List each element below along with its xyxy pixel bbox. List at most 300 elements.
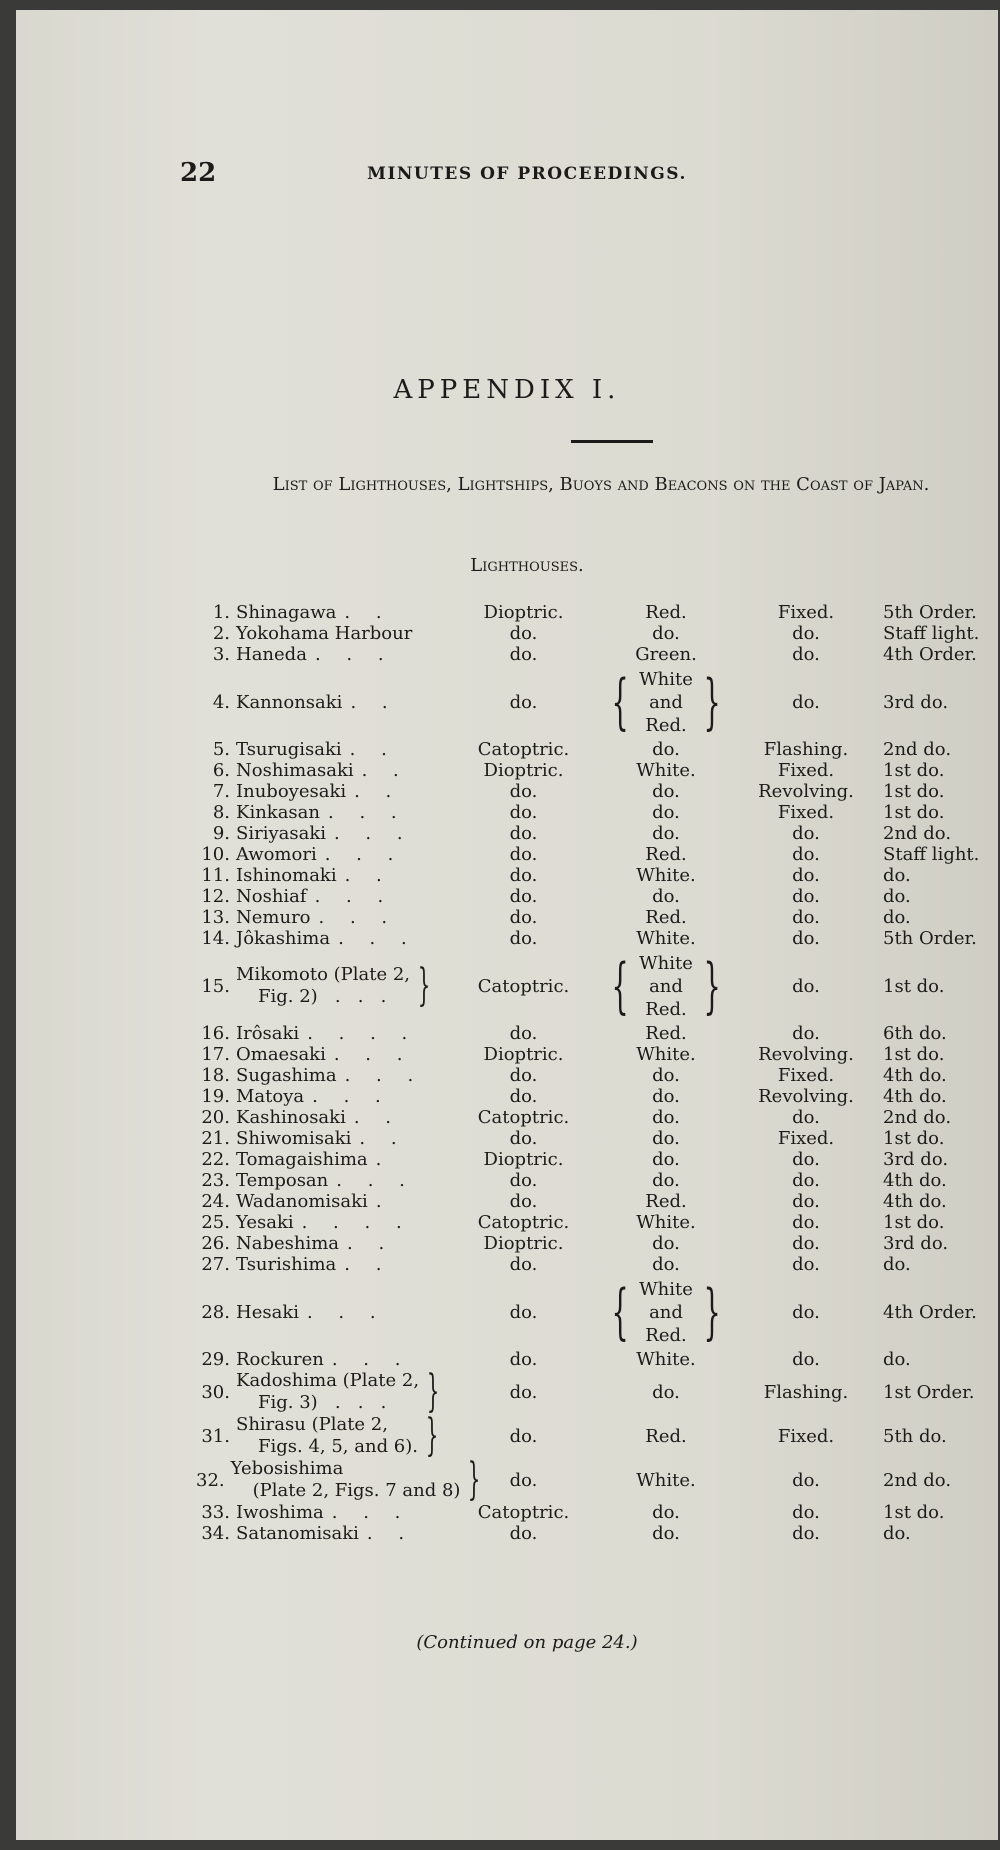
row-number: 26.	[201, 1233, 230, 1254]
row-number: 11.	[201, 865, 230, 886]
lighthouse-name: Inuboyesaki	[236, 781, 347, 802]
table-row	[196, 1523, 996, 1544]
lighthouse-name-cell	[196, 823, 456, 844]
character-cell: do.	[792, 1107, 820, 1128]
apparatus-cell: do.	[509, 1381, 538, 1403]
apparatus-cell: do.	[509, 907, 538, 928]
order-cell: 4th do.	[883, 1191, 947, 1212]
leader-dots: . . .	[331, 1502, 411, 1523]
leader-dots: .	[375, 1149, 392, 1170]
colour-cell	[591, 668, 741, 737]
apparatus-cell: do.	[509, 1023, 538, 1044]
row-number: 10.	[201, 844, 230, 865]
colour-value: Red.	[645, 1191, 687, 1212]
order-cell: 2nd do.	[883, 1469, 952, 1491]
apparatus-cell: do.	[509, 1065, 538, 1086]
lighthouse-name: Yesaki	[236, 1212, 294, 1233]
table-row	[196, 1191, 996, 1212]
table-row	[196, 1086, 996, 1107]
left-brace-icon: {	[611, 1277, 629, 1347]
order-cell: do.	[883, 1523, 911, 1544]
character-cell: do.	[792, 844, 820, 865]
apparatus-cell: do.	[509, 865, 538, 886]
character-cell: do.	[792, 823, 820, 844]
row-number: 32.	[196, 1469, 225, 1491]
table-row	[196, 1502, 996, 1523]
apparatus-cell: Dioptric.	[483, 1233, 564, 1254]
row-number: 14.	[201, 928, 230, 949]
colour-value: White.	[636, 928, 696, 949]
row-number: 25.	[201, 1212, 230, 1233]
lighthouse-name-cell	[196, 1149, 456, 1170]
colour-cell	[591, 1278, 741, 1347]
row-number: 8.	[212, 802, 230, 823]
colour-cell	[591, 1170, 741, 1191]
apparatus-cell: Dioptric.	[483, 760, 564, 781]
lighthouse-name-line: (Plate 2, Figs. 7 and 8)	[252, 1480, 461, 1501]
row-number: 1.	[212, 602, 230, 623]
lighthouse-name-cell	[196, 1191, 456, 1212]
leader-dots: . . .	[306, 1301, 386, 1323]
row-number: 22.	[201, 1149, 230, 1170]
table-row	[196, 1107, 996, 1128]
lighthouse-name	[231, 1458, 461, 1502]
order-cell: 1st do.	[883, 781, 945, 802]
colour-value: Red.	[645, 907, 687, 928]
lighthouse-name	[236, 964, 410, 1008]
character-cell: do.	[792, 1301, 820, 1323]
order-cell: do.	[883, 907, 911, 928]
table-row	[196, 1233, 996, 1254]
apparatus-cell: Catoptric.	[477, 1502, 570, 1523]
order-cell: 4th do.	[883, 1170, 947, 1191]
leader-dots: . .	[353, 1107, 401, 1128]
left-brace-icon: {	[611, 667, 629, 737]
row-number: 3.	[212, 644, 230, 665]
lighthouse-name-cell	[196, 1212, 456, 1233]
lighthouse-name-cell	[196, 960, 456, 1011]
colour-value: do.	[652, 1149, 680, 1170]
apparatus-cell: do.	[509, 644, 538, 665]
character-cell: do.	[792, 886, 820, 907]
row-number: 16.	[201, 1023, 230, 1044]
character-cell: do.	[792, 1502, 820, 1523]
lighthouse-name: Noshimasaki	[236, 760, 354, 781]
leader-dots: . .	[361, 760, 409, 781]
colour-cell	[591, 1086, 741, 1107]
character-cell: do.	[792, 928, 820, 949]
row-number: 13.	[201, 907, 230, 928]
right-brace-icon: }	[425, 1410, 439, 1461]
apparatus-cell: do.	[509, 1086, 538, 1107]
order-cell: 5th do.	[883, 1425, 947, 1447]
lighthouse-name-cell	[196, 928, 456, 949]
table-row	[196, 1349, 996, 1370]
lighthouse-name: Matoya	[236, 1086, 305, 1107]
colour-value: White.	[636, 760, 696, 781]
colour-value: Red.	[645, 1023, 687, 1044]
lighthouse-name: Shiwomisaki	[236, 1128, 352, 1149]
order-cell: 2nd do.	[883, 739, 952, 760]
colour-cell	[591, 1191, 741, 1212]
order-cell: 1st do.	[883, 802, 945, 823]
table-row	[196, 865, 996, 886]
colour-value: do.	[652, 823, 680, 844]
lighthouse-name: Hesaki	[236, 1301, 299, 1323]
apparatus-cell: do.	[509, 1425, 538, 1447]
lighthouse-name: Noshiaf	[236, 886, 307, 907]
row-number: 24.	[201, 1191, 230, 1212]
character-cell: do.	[792, 975, 820, 997]
lighthouse-name: Ishinomaki	[236, 865, 337, 886]
lighthouse-name-cell	[196, 1107, 456, 1128]
lighthouse-name: Jôkashima	[236, 928, 331, 949]
table-row	[196, 1044, 996, 1065]
character-cell: do.	[792, 691, 820, 713]
apparatus-cell: do.	[509, 1128, 538, 1149]
leader-dots: . .	[354, 781, 402, 802]
right-brace-icon: }	[426, 1366, 440, 1417]
colour-cell	[591, 644, 741, 665]
colour-line: and	[649, 691, 683, 713]
lighthouse-name-cell	[196, 1233, 456, 1254]
table-row	[196, 1212, 996, 1233]
row-number: 4.	[212, 691, 230, 713]
table-row	[196, 1275, 996, 1349]
character-cell: do.	[792, 1233, 820, 1254]
table-row	[196, 1023, 996, 1044]
colour-value: do.	[652, 802, 680, 823]
row-number: 12.	[201, 886, 230, 907]
title-rule	[571, 440, 653, 443]
lighthouse-name: Kannonsaki	[236, 691, 343, 713]
colour-value: do.	[652, 1128, 680, 1149]
apparatus-cell: do.	[509, 1254, 538, 1275]
order-cell: 1st do.	[883, 1502, 945, 1523]
lighthouse-name-cell	[196, 1044, 456, 1065]
colour-cell	[591, 1502, 741, 1523]
row-number: 6.	[212, 760, 230, 781]
colour-value: Green.	[635, 644, 697, 665]
colour-cell	[591, 802, 741, 823]
lighthouse-name-cell	[196, 865, 456, 886]
colour-cell	[591, 1128, 741, 1149]
colour-cell	[591, 1426, 741, 1447]
character-cell: do.	[792, 1254, 820, 1275]
lighthouse-name-cell	[196, 1502, 456, 1523]
colour-cell	[591, 1065, 741, 1086]
lighthouse-name: Kashinosaki	[236, 1107, 346, 1128]
character-cell: do.	[792, 1149, 820, 1170]
lighthouse-name-cell	[196, 1170, 456, 1191]
character-cell: do.	[792, 644, 820, 665]
apparatus-cell: do.	[509, 1170, 538, 1191]
table-row	[196, 760, 996, 781]
colour-cell	[591, 1149, 741, 1170]
character-cell: Fixed.	[777, 802, 835, 823]
colour-value: do.	[652, 1523, 680, 1544]
apparatus-cell: do.	[509, 802, 538, 823]
table-row	[196, 1128, 996, 1149]
lighthouse-name: Nemuro	[236, 907, 311, 928]
order-cell: 1st do.	[883, 1128, 945, 1149]
row-number: 18.	[201, 1065, 230, 1086]
lighthouse-name: Haneda	[236, 644, 307, 665]
lighthouse-name: Siriyasaki	[236, 823, 326, 844]
right-brace-icon: }	[703, 1277, 721, 1347]
row-number: 15.	[201, 975, 230, 997]
row-number: 7.	[212, 781, 230, 802]
row-number: 27.	[201, 1254, 230, 1275]
colour-cell	[591, 1023, 741, 1044]
lighthouse-name: Nabeshima	[236, 1233, 340, 1254]
colour-cell	[591, 781, 741, 802]
order-cell: 3rd do.	[883, 1233, 949, 1254]
colour-value: do.	[652, 1107, 680, 1128]
colour-value: White.	[636, 865, 696, 886]
lighthouse-name: Temposan	[236, 1170, 329, 1191]
character-cell: do.	[792, 907, 820, 928]
order-cell: 6th do.	[883, 1023, 947, 1044]
left-brace-icon: {	[611, 951, 629, 1021]
lighthouse-name-cell	[196, 844, 456, 865]
order-cell: Staff light.	[883, 623, 980, 644]
apparatus-cell: Dioptric.	[483, 602, 564, 623]
colour-line: and	[649, 1301, 683, 1323]
table-row	[196, 781, 996, 802]
character-cell: Revolving.	[758, 1086, 854, 1107]
character-cell: Fixed.	[777, 1128, 835, 1149]
colour-cell	[591, 602, 741, 623]
character-cell: do.	[792, 1170, 820, 1191]
row-number: 33.	[201, 1502, 230, 1523]
apparatus-cell: Dioptric.	[483, 1044, 564, 1065]
colour-stack	[639, 1278, 693, 1347]
character-cell: do.	[792, 623, 820, 644]
colour-value: do.	[652, 1086, 680, 1107]
colour-cell	[591, 1382, 741, 1403]
character-cell: do.	[792, 865, 820, 886]
character-cell: do.	[792, 1523, 820, 1544]
apparatus-cell: do.	[509, 1349, 538, 1370]
character-cell: Fixed.	[777, 760, 835, 781]
leader-dots: . . .	[314, 886, 394, 907]
colour-stack	[639, 668, 693, 737]
lighthouse-name-line: Mikomoto (Plate 2,	[236, 964, 411, 985]
list-subtitle: List of Lighthouses, Lightships, Buoys and Beacons on the Coast of Japan.	[272, 474, 930, 495]
colour-value: do.	[652, 886, 680, 907]
order-cell: do.	[883, 1349, 911, 1370]
order-cell: do.	[883, 865, 911, 886]
right-brace-icon: }	[468, 1454, 481, 1505]
lighthouse-name-cell	[196, 1065, 456, 1086]
order-cell: Staff light.	[883, 844, 980, 865]
lighthouse-name: Omaesaki	[236, 1044, 326, 1065]
row-number: 34.	[201, 1523, 230, 1544]
leader-dots: . . .	[331, 1349, 411, 1370]
colour-value: Red.	[645, 1425, 687, 1447]
character-cell: do.	[792, 1212, 820, 1233]
apparatus-cell: Catoptric.	[477, 1107, 570, 1128]
lighthouse-name: Rockuren	[236, 1349, 324, 1370]
row-number: 21.	[201, 1128, 230, 1149]
apparatus-cell: Dioptric.	[483, 1149, 564, 1170]
page-number: 22	[180, 158, 217, 188]
lighthouse-name-cell	[196, 907, 456, 928]
colour-cell	[591, 1212, 741, 1233]
colour-cell	[591, 865, 741, 886]
table-row	[196, 1254, 996, 1275]
character-cell: Flashing.	[763, 739, 849, 760]
table-row	[196, 665, 996, 739]
colour-cell	[591, 907, 741, 928]
character-cell: Revolving.	[758, 1044, 854, 1065]
table-row	[196, 739, 996, 760]
colour-cell	[591, 1254, 741, 1275]
lighthouse-name: Shinagawa	[236, 602, 337, 623]
order-cell: 3rd do.	[883, 691, 949, 713]
table-row	[196, 1065, 996, 1086]
leader-dots: . .	[366, 1523, 415, 1544]
colour-value: White.	[636, 1044, 696, 1065]
right-brace-icon: }	[703, 667, 721, 737]
order-cell: 4th Order.	[883, 1301, 977, 1323]
colour-value: do.	[652, 1381, 680, 1403]
lighthouse-name-line: Yebosishima	[230, 1458, 344, 1479]
table-row	[196, 886, 996, 907]
lighthouse-name-cell	[196, 1523, 456, 1544]
book-page	[16, 10, 998, 1840]
colour-line: White	[639, 952, 693, 974]
table-row	[196, 644, 996, 665]
order-cell: 1st do.	[883, 760, 945, 781]
order-cell: 1st do.	[883, 975, 945, 997]
apparatus-cell: Catoptric.	[477, 1212, 570, 1233]
leader-dots: . .	[347, 1233, 395, 1254]
leader-dots: . .	[359, 1128, 407, 1149]
row-number: 29.	[201, 1349, 230, 1370]
leader-dots: . . .	[314, 644, 394, 665]
character-cell: do.	[792, 1023, 820, 1044]
lighthouse-name-cell	[196, 781, 456, 802]
colour-value: do.	[652, 1233, 680, 1254]
apparatus-cell: do.	[509, 886, 538, 907]
colour-line: White	[639, 668, 693, 690]
leader-dots: . .	[344, 602, 392, 623]
character-cell: do.	[792, 1349, 820, 1370]
colour-cell	[591, 739, 741, 760]
lighthouse-name: Yokohama Harbour	[236, 623, 413, 644]
apparatus-cell: Catoptric.	[477, 739, 570, 760]
leader-dots: . . . .	[301, 1212, 412, 1233]
row-number: 5.	[212, 739, 230, 760]
table-row	[196, 1170, 996, 1191]
row-number: 30.	[201, 1381, 230, 1403]
leader-dots: . .	[344, 865, 392, 886]
row-number: 20.	[201, 1107, 230, 1128]
colour-value: White.	[636, 1469, 696, 1491]
leader-dots: . . .	[333, 1044, 413, 1065]
lighthouse-name-cell	[196, 886, 456, 907]
colour-value: do.	[652, 623, 680, 644]
leader-dots: .	[375, 1191, 392, 1212]
lighthouse-name-cell	[196, 760, 456, 781]
apparatus-cell: do.	[509, 1191, 538, 1212]
order-cell: 4th do.	[883, 1086, 947, 1107]
lighthouse-name: Awomori	[236, 844, 317, 865]
appendix-title: APPENDIX I.	[393, 375, 621, 405]
colour-value: do.	[652, 1502, 680, 1523]
colour-stack	[639, 952, 693, 1021]
lighthouse-name	[236, 1370, 419, 1414]
leader-dots: . .	[349, 739, 397, 760]
character-cell: do.	[792, 1191, 820, 1212]
colour-value: do.	[652, 1170, 680, 1191]
character-cell: Flashing.	[763, 1381, 849, 1403]
character-cell: do.	[792, 1469, 820, 1491]
lighthouse-name: Tsurishima	[236, 1254, 337, 1275]
running-head: MINUTES OF PROCEEDINGS.	[367, 164, 687, 184]
table-row	[196, 602, 996, 623]
leader-dots: . . .	[318, 907, 398, 928]
lighthouse-name-cell	[196, 1128, 456, 1149]
apparatus-cell: do.	[509, 781, 538, 802]
lighthouse-name-cell	[196, 692, 456, 713]
row-number: 31.	[201, 1425, 230, 1447]
colour-value: Red.	[645, 844, 687, 865]
continued-note: (Continued on page 24.)	[416, 1632, 638, 1653]
lighthouse-name-line: Kadoshima (Plate 2,	[236, 1370, 420, 1391]
colour-cell	[591, 844, 741, 865]
character-cell: Revolving.	[758, 781, 854, 802]
lighthouse-table	[196, 602, 996, 1544]
lighthouse-name: Kinkasan	[236, 802, 320, 823]
leader-dots: . . .	[344, 1065, 424, 1086]
colour-cell	[591, 823, 741, 844]
row-number: 19.	[201, 1086, 230, 1107]
order-cell: 1st Order.	[883, 1381, 975, 1403]
colour-value: do.	[652, 1065, 680, 1086]
order-cell: 5th Order.	[883, 928, 977, 949]
leader-dots: . . .	[336, 1170, 415, 1191]
lighthouse-name: Satanomisaki	[236, 1523, 359, 1544]
lighthouse-name-cell	[196, 1410, 456, 1461]
character-cell: Fixed.	[777, 1425, 835, 1447]
order-cell: 1st do.	[883, 1044, 945, 1065]
colour-value: White.	[636, 1349, 696, 1370]
colour-cell	[591, 952, 741, 1021]
right-brace-icon: }	[703, 951, 721, 1021]
lighthouse-name-line: Fig. 3) . . .	[258, 1392, 387, 1413]
lighthouse-name-cell	[196, 1023, 456, 1044]
colour-value: do.	[652, 1254, 680, 1275]
table-row	[196, 823, 996, 844]
leader-dots: . . . .	[307, 1023, 418, 1044]
apparatus-cell: do.	[509, 1469, 538, 1491]
colour-cell	[591, 760, 741, 781]
lighthouse-name: Irôsaki	[236, 1023, 300, 1044]
lighthouse-name: Tsurugisaki	[236, 739, 342, 760]
colour-cell	[591, 1044, 741, 1065]
row-number: 23.	[201, 1170, 230, 1191]
lighthouse-name: Sugashima	[236, 1065, 337, 1086]
colour-cell	[591, 1233, 741, 1254]
apparatus-cell: do.	[509, 928, 538, 949]
colour-cell	[591, 1349, 741, 1370]
order-cell: 3rd do.	[883, 1149, 949, 1170]
table-row	[196, 907, 996, 928]
colour-cell	[591, 928, 741, 949]
